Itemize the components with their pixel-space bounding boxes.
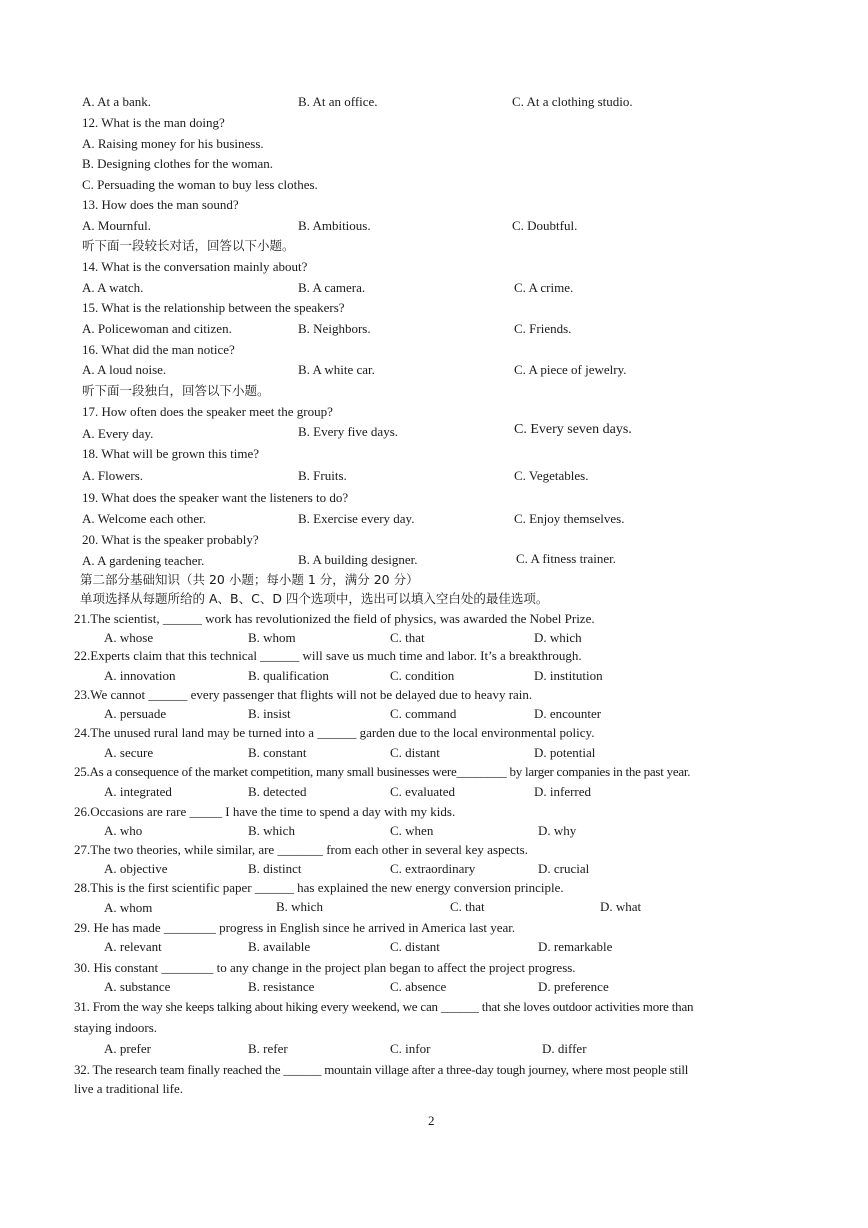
q17-question: 17. How often does the speaker meet the group?: [82, 404, 333, 419]
q25-option-a: A. integrated: [104, 784, 172, 799]
q13-option-c: C. Doubtful.: [512, 218, 578, 233]
q16-option-b: B. A white car.: [298, 362, 375, 377]
q23-option-a: A. persuade: [104, 706, 167, 721]
q22-option-c: C. condition: [390, 668, 455, 683]
q20-option-a: A. A gardening teacher.: [82, 553, 205, 568]
q27-option-a: A. objective: [104, 861, 168, 876]
q26-option-b: B. which: [248, 823, 295, 838]
q18-option-c: C. Vegetables.: [514, 468, 589, 483]
q26-option-c: C. when: [390, 823, 434, 838]
q24-option-a: A. secure: [104, 745, 154, 760]
q22-option-d: D. institution: [534, 668, 603, 683]
q15-option-b: B. Neighbors.: [298, 321, 371, 336]
q23-option-b: B. insist: [248, 706, 291, 721]
q12-option-a: A. Raising money for his business.: [82, 136, 264, 151]
q23-option-d: D. encounter: [534, 706, 602, 721]
q21-question: 21.The scientist, ______ work has revolutionized the field of physics, was awarded the Nobel Prize.: [74, 611, 595, 626]
q30-option-c: C. absence: [390, 979, 447, 994]
q23-option-c: C. command: [390, 706, 457, 721]
q14-option-c: C. A crime.: [514, 280, 574, 295]
q18-question: 18. What will be grown this time?: [82, 446, 260, 461]
q27-option-b: B. distinct: [248, 861, 302, 876]
q27-question: 27.The two theories, while similar, are _______ from each other in several key aspects.: [74, 842, 528, 857]
q26-option-d: D. why: [538, 823, 577, 838]
q25-question: 25.As a consequence of the market competition, many small businesses were________ by larger companies in the past year.: [74, 764, 691, 779]
q22-option-b: B. qualification: [248, 668, 329, 683]
q28-option-d: D. what: [600, 899, 642, 914]
q28-option-b: B. which: [276, 899, 323, 914]
q27-option-d: D. crucial: [538, 861, 590, 876]
q31-option-b: B. refer: [248, 1041, 288, 1056]
q31-option-d: D. differ: [542, 1041, 587, 1056]
part2-direction: 单项选择从每题所给的 A、B、C、D 四个选项中，选出可以填入空白处的最佳选项。: [80, 591, 549, 606]
q30-option-a: A. substance: [104, 979, 171, 994]
q11-option-b: B. At an office.: [298, 94, 378, 109]
q14-option-b: B. A camera.: [298, 280, 366, 295]
listening-direction-2: 听下面一段独白，回答以下小题。: [82, 383, 270, 398]
q21-option-d: D. which: [534, 630, 582, 645]
q31-question-line1: 31. From the way she keeps talking about hiking every weekend, we can ______ that she loves outdoor activities more than: [74, 999, 694, 1014]
q26-option-a: A. who: [104, 823, 143, 838]
q28-question: 28.This is the first scientific paper ______ has explained the new energy conversion principle.: [74, 880, 564, 895]
q24-option-d: D. potential: [534, 745, 596, 760]
q14-question: 14. What is the conversation mainly about?: [82, 259, 308, 274]
q32-question-line2: live a traditional life.: [74, 1081, 184, 1096]
q19-option-b: B. Exercise every day.: [298, 511, 415, 526]
part2-heading: 第二部分基础知识（共 20 小题；每小题 1 分，满分 20 分）: [80, 572, 419, 587]
q16-option-c: C. A piece of jewelry.: [514, 362, 627, 377]
q24-option-c: C. distant: [390, 745, 440, 760]
q12-question: 12. What is the man doing?: [82, 115, 225, 130]
page-number: 2: [428, 1113, 435, 1128]
q21-option-b: B. whom: [248, 630, 296, 645]
q19-question: 19. What does the speaker want the listeners to do?: [82, 490, 349, 505]
q18-option-a: A. Flowers.: [82, 468, 144, 483]
q31-question-line2: staying indoors.: [74, 1020, 158, 1035]
q25-option-b: B. detected: [248, 784, 307, 799]
q31-option-a: A. prefer: [104, 1041, 151, 1056]
q17-option-c: C. Every seven days.: [514, 422, 632, 437]
q28-option-c: C. that: [450, 899, 485, 914]
q30-question: 30. His constant ________ to any change in the project plan began to affect the project progress.: [74, 960, 576, 975]
listening-direction-1: 听下面一段较长对话，回答以下小题。: [82, 238, 295, 253]
q29-option-c: C. distant: [390, 939, 440, 954]
q20-option-b: B. A building designer.: [298, 552, 418, 567]
q26-question: 26.Occasions are rare _____ I have the time to spend a day with my kids.: [74, 804, 456, 819]
q22-question: 22.Experts claim that this technical ______ will save us much time and labor. It’s a breakthrough.: [74, 648, 582, 663]
q12-option-c: C. Persuading the woman to buy less clothes.: [82, 177, 318, 192]
q24-option-b: B. constant: [248, 745, 307, 760]
q16-option-a: A. A loud noise.: [82, 362, 167, 377]
q29-question: 29. He has made ________ progress in English since he arrived in America last year.: [74, 920, 516, 935]
q27-option-c: C. extraordinary: [390, 861, 476, 876]
q24-question: 24.The unused rural land may be turned into a ______ garden due to the local environmental policy.: [74, 725, 595, 740]
q17-option-a: A. Every day.: [82, 426, 154, 441]
q15-question: 15. What is the relationship between the speakers?: [82, 300, 345, 315]
q21-option-c: C. that: [390, 630, 425, 645]
q19-option-a: A. Welcome each other.: [82, 511, 206, 526]
q13-option-b: B. Ambitious.: [298, 218, 371, 233]
q32-question-line1: 32. The research team finally reached the ______ mountain village after a three-day tough journey, where most people still: [74, 1062, 689, 1077]
q29-option-b: B. available: [248, 939, 311, 954]
q25-option-d: D. inferred: [534, 784, 592, 799]
q11-option-c: C. At a clothing studio.: [512, 94, 633, 109]
q19-option-c: C. Enjoy themselves.: [514, 511, 625, 526]
q14-option-a: A. A watch.: [82, 280, 144, 295]
q20-question: 20. What is the speaker probably?: [82, 532, 259, 547]
q30-option-d: D. preference: [538, 979, 609, 994]
q29-option-d: D. remarkable: [538, 939, 613, 954]
q20-option-c: C. A fitness trainer.: [516, 551, 617, 566]
q13-question: 13. How does the man sound?: [82, 197, 239, 212]
q17-option-b: B. Every five days.: [298, 424, 399, 439]
q29-option-a: A. relevant: [104, 939, 162, 954]
q18-option-b: B. Fruits.: [298, 468, 347, 483]
q31-option-c: C. infor: [390, 1041, 431, 1056]
q15-option-a: A. Policewoman and citizen.: [82, 321, 232, 336]
q11-option-a: A. At a bank.: [82, 94, 151, 109]
q12-option-b: B. Designing clothes for the woman.: [82, 156, 273, 171]
q13-option-a: A. Mournful.: [82, 218, 151, 233]
q16-question: 16. What did the man notice?: [82, 342, 235, 357]
q22-option-a: A. innovation: [104, 668, 176, 683]
q21-option-a: A. whose: [104, 630, 154, 645]
q23-question: 23.We cannot ______ every passenger that flights will not be delayed due to heavy rain.: [74, 687, 533, 702]
q30-option-b: B. resistance: [248, 979, 315, 994]
q25-option-c: C. evaluated: [390, 784, 455, 799]
q15-option-c: C. Friends.: [514, 321, 572, 336]
q28-option-a: A. whom: [104, 900, 153, 915]
